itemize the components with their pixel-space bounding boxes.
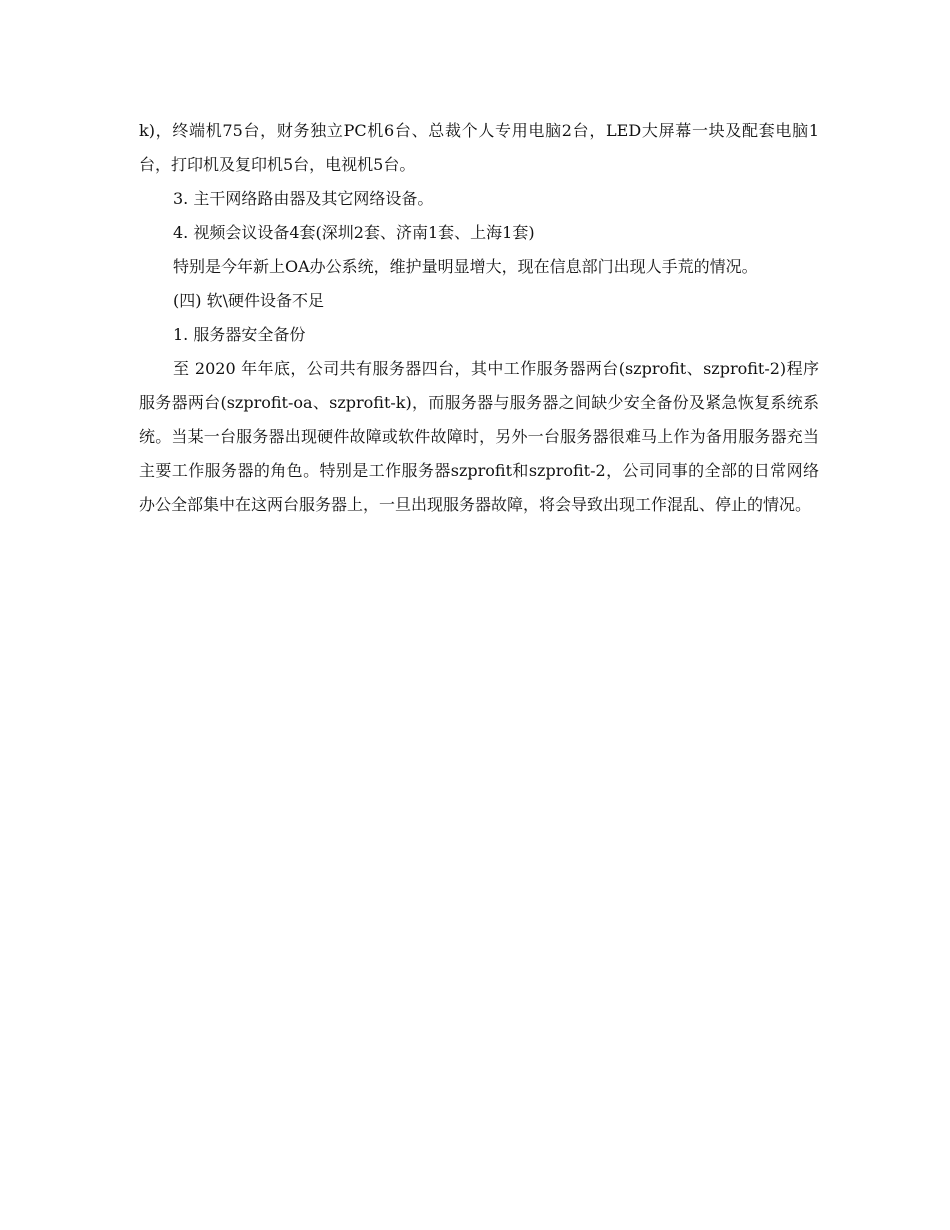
paragraph-oa-system-note: 特别是今年新上OA办公系统，维护量明显增大，现在信息部门出现人手荒的情况。 bbox=[173, 257, 758, 276]
paragraph-item-3-router: 3. 主干网络路由器及其它网络设备。 bbox=[173, 189, 434, 208]
section-heading-equipment-shortage: (四) 软\硬件设备不足 bbox=[173, 291, 324, 310]
document-body bbox=[139, 114, 819, 522]
paragraph-item-4-video-conference: 4. 视频会议设备4套(深圳2套、济南1套、上海1套) bbox=[173, 223, 535, 242]
subheading-server-backup: 1. 服务器安全备份 bbox=[173, 325, 306, 344]
paragraph-server-backup-detail: 至 2020 年年底，公司共有服务器四台，其中工作服务器两台(szprofit、szprofit-2)程序服务器两台(szprofit-oa、szprofit-k)，而服务器与服务器之间缺少安全备份及紧急恢复系统系统。当某一台服务器出现硬件故障或软件故障时，另外一台服务器很难马上作为备用服务器充当主要工作服务器的角色。特别是工作服务器szprofit和szprofit-2，公司同事的全部的日常网络办公全部集中在这两台服务器上，一旦出现服务器故障，将会导致出现工作混乱、停止的情况。 bbox=[139, 359, 819, 514]
paragraph-equipment-list: k)，终端机75台，财务独立PC机6台、总裁个人专用电脑2台，LED大屏幕一块及配套电脑1台，打印机及复印机5台，电视机5台。 bbox=[139, 121, 819, 174]
